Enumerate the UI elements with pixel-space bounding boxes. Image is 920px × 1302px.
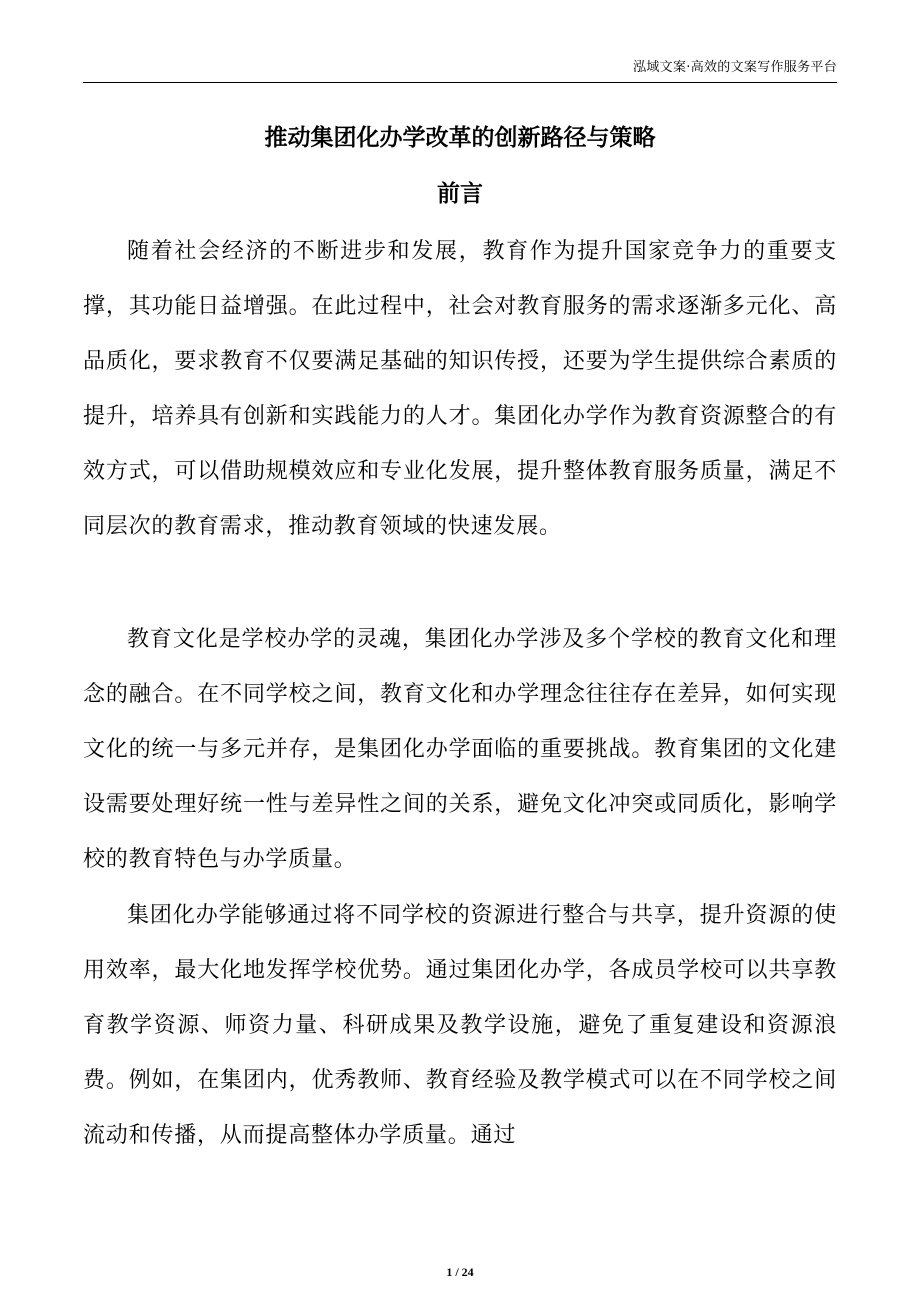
document-title: 推动集团化办学改革的创新路径与策略 [264, 125, 656, 151]
page-header: 泓域文案·高效的文案写作服务平台 [633, 60, 837, 75]
page-number: 1 / 24 [446, 1265, 474, 1279]
paragraph-3: 集团化办学能够通过将不同学校的资源进行整合与共享，提升资源的使用效率，最大化地发挥学校优势。通过集团化办学，各成员学校可以共享教育教学资源、师资力量、科研成果及教学设施，避免了重复建设和资源浪费。例如，在集团内，优秀教师、教育经验及教学模式可以在不同学校之间流动和传播，从而提高整体办学质量。通过 [83, 903, 837, 1148]
header-divider [83, 82, 837, 83]
paragraph-2: 教育文化是学校办学的灵魂，集团化办学涉及多个学校的教育文化和理念的融合。在不同学校之间，教育文化和办学理念往往存在差异，如何实现文化的统一与多元并存，是集团化办学面临的重要挑战。教育集团的文化建设需要处理好统一性与差异性之间的关系，避免文化冲突或同质化，影响学校的教育特色与办学质量。 [83, 627, 837, 872]
paragraph-1: 随着社会经济的不断进步和发展，教育作为提升国家竞争力的重要支撑，其功能日益增强。在此过程中，社会对教育服务的需求逐渐多元化、高品质化，要求教育不仅要满足基础的知识传授，还要为学生提供综合素质的提升，培养具有创新和实践能力的人才。集团化办学作为教育资源整合的有效方式，可以借助规模效应和专业化发展，提升整体教育服务质量，满足不同层次的教育需求，推动教育领域的快速发展。 [83, 239, 837, 539]
section-title: 前言 [437, 181, 483, 207]
